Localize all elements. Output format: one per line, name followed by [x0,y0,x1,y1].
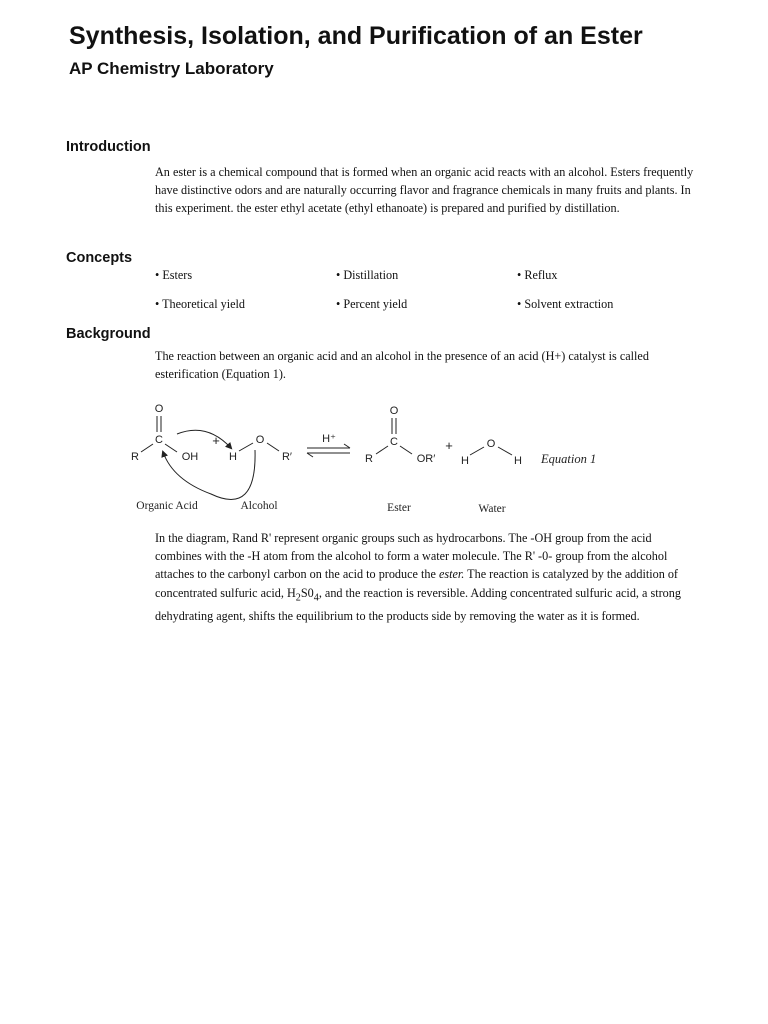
alcohol-r-bond [267,443,279,451]
forward-arrow-head [344,444,350,448]
concept-item-reflux: • Reflux [517,268,558,282]
background-paragraph-part1: In the diagram, Rand R' represent organic groups such as hydrocarbons. The -OH group from the acid combines with the -H atom from the alcohol to form a water molecule. The R' -0- group from the alcohol attaches to the carbonyl carbon on the acid to produce the [155,531,668,582]
concepts-heading: Concepts [66,250,133,266]
alcohol-hydrogen: H [229,451,237,463]
background-paragraph-part2: The reaction is catalyzed by the addition of concentrated sulfuric acid, H [155,567,678,600]
ester-emphasis: ester. [438,567,465,582]
background-intro-text: The reaction between an organic acid and an alcohol in the presence of an acid (H+) catalyst is called esterification (Equation 1). [155,349,649,382]
background-paragraph-part3: S0 [300,585,314,600]
alcohol-oxygen: O [255,434,265,446]
equation-label: Equation 1 [541,452,597,466]
plus-sign-products: + [445,438,453,453]
catalyst-label: H⁺ [322,433,336,445]
organic-acid-label: Organic Acid [136,500,198,512]
equation-diagram [115,388,635,523]
water-hydrogen-right: H [514,455,522,467]
ester-r-group: R [365,453,373,465]
acid-oxygen: O [154,403,164,415]
water-oxygen: O [486,438,496,450]
esterification-equation-figure [115,388,635,523]
ester-or-group: OR′ [416,453,436,465]
concept-item-percent-yield: • Percent yield [336,297,408,311]
ester-oxygen: O [389,405,399,417]
h2so4-subscript-2: 2 [295,592,301,604]
h2so4-subscript-4: 4 [313,592,319,604]
background-paragraph-part4: , and the reaction is reversible. Adding concentrated sulfuric acid, a strong dehydrating agent, shifts the equilibrium to the products side by removing the water as it is formed. [155,585,681,624]
introduction-heading: Introduction [66,139,151,155]
ester-or-bond [400,446,412,454]
introduction-text: An ester is a chemical compound that is formed when an organic acid reacts with an alcohol. Esters frequently have distinctive odors and are naturally occurring flavor and fragrance chemicals in many fruits and plants. In this experiment. the ester ethyl acetate (ethyl ethanoate) is prepared and purified by distillation. [155,165,694,216]
water-hydrogen-left: H [461,455,469,467]
concept-item-esters: • Esters [155,268,193,282]
electron-arrow-oh-to-h [177,430,231,448]
concept-item-distillation: • Distillation [336,268,399,282]
acid-r-bond [141,444,153,452]
water-label: Water [478,503,506,515]
concept-item-solvent-extraction: • Solvent extraction [517,297,614,311]
alcohol-r-group: R′ [281,451,293,463]
water-right-bond [498,447,512,455]
alcohol-h-bond [239,443,253,451]
acid-carbon: C [155,434,163,446]
plus-sign-reactants: + [212,433,220,448]
acid-hydroxyl: OH [181,451,199,463]
ester-label: Ester [387,502,411,514]
alcohol-label: Alcohol [240,500,278,512]
ester-r-bond [376,446,388,454]
acid-r-group: R [131,451,139,463]
document-title: Synthesis, Isolation, and Purification of an Ester [69,22,643,50]
acid-oh-bond [165,444,177,452]
document-subtitle: AP Chemistry Laboratory [69,59,274,78]
concept-item-theoretical-yield: • Theoretical yield [155,297,245,311]
background-heading: Background [66,326,151,342]
water-left-bond [470,447,484,455]
reverse-arrow-head [307,453,313,457]
ester-carbon: C [390,436,398,448]
electron-arrow-o-to-carbon [163,450,255,500]
background-paragraph [155,529,700,625]
